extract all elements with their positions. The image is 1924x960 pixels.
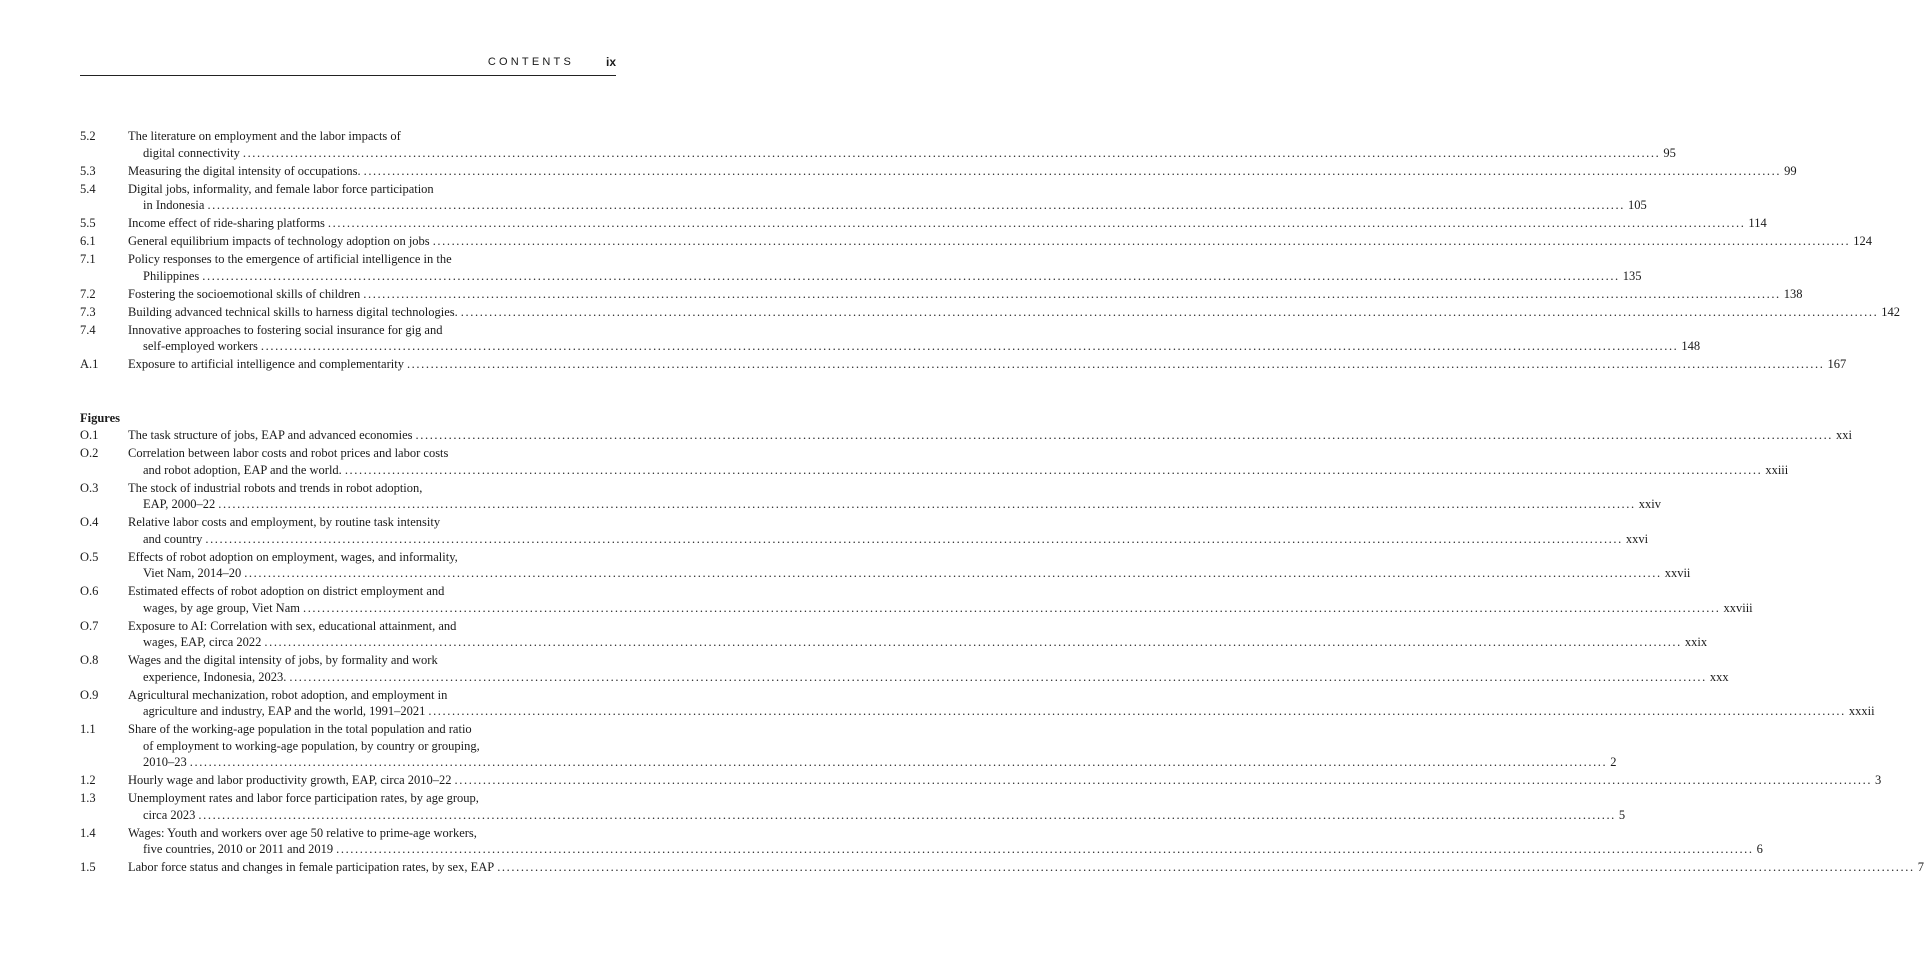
entry-title-line [128, 652, 560, 669]
entry-title-last-line [128, 145, 1676, 162]
entry-page-number: 114 [1748, 216, 1767, 230]
entry-title [128, 825, 1763, 858]
entry-title-text: self-employed workers [143, 339, 258, 353]
leader-dots: ............................................................................................................................................................................................................................................................................................................ [363, 286, 1781, 301]
entry-title-last-line [128, 427, 1853, 444]
entry-title-line [128, 514, 560, 531]
entry-title-text: Hourly wage and labor productivity growth, EAP, circa 2010–22 [128, 773, 452, 787]
leader-dots: ............................................................................................................................................................................................................................................................................................................ [336, 842, 1754, 856]
entry-title-line [128, 322, 560, 339]
leader-dots: ............................................................................................................................................................................................................................................................................................................ [344, 462, 1763, 477]
toc-entry[interactable] [80, 445, 1789, 478]
entry-page-number: 138 [1783, 286, 1803, 301]
entry-title-text: experience, Indonesia, 2023. [143, 669, 287, 684]
entry-title-last-line [128, 600, 1753, 617]
entry-title-last-line [128, 634, 1708, 651]
toc-entry[interactable] [80, 687, 1875, 720]
leader-dots: ............................................................................................................................................................................................................................................................................................................ [207, 198, 1625, 212]
leader-dots: ............................................................................................................................................................................................................................................................................................................ [264, 635, 1682, 649]
entry-title-text: and robot adoption, EAP and the world. [143, 462, 342, 477]
entry-title-text: Relative labor costs and employment, by routine task intensity [128, 515, 441, 529]
entry-title-line [128, 128, 560, 145]
entry-number: O.4 [80, 515, 99, 529]
entry-title-last-line [128, 772, 1882, 789]
entry-title [128, 251, 1642, 284]
entry-number: 1.4 [80, 825, 96, 840]
entry-number: 7.4 [80, 322, 96, 337]
entry-title-last-line [128, 233, 1872, 250]
entry-title-last-line [128, 304, 1901, 321]
entry-title-text: EAP, 2000–22 [143, 497, 216, 511]
entry-title-text: General equilibrium impacts of technology adoption on jobs [128, 234, 430, 248]
entry-page-number: xxi [1836, 428, 1853, 442]
entry-number: 7.1 [80, 252, 96, 266]
entry-number: O.9 [80, 687, 99, 702]
page-number: ix [605, 55, 616, 69]
toc-entry[interactable] [80, 859, 1924, 876]
entry-page-number: xxx [1709, 669, 1729, 684]
entry-page-number: 124 [1853, 234, 1872, 248]
leader-dots: ............................................................................................................................................................................................................................................................................................................ [432, 234, 1851, 248]
entry-title-text: digital connectivity [143, 145, 240, 160]
entry-title-last-line [128, 163, 1797, 180]
entry-number: O.1 [80, 428, 99, 442]
toc-entry[interactable] [80, 215, 1767, 232]
entry-title-text: 2010–23 [143, 755, 187, 769]
entry-title-text: Unemployment rates and labor force participation rates, by age group, [128, 791, 479, 805]
toc-entry[interactable] [80, 825, 1763, 858]
entry-page-number: xxix [1684, 635, 1708, 649]
entry-title-text: Policy responses to the emergence of artificial intelligence in the [128, 252, 452, 266]
entry-number: 1.5 [80, 860, 96, 874]
entry-title-text: Philippines [143, 268, 200, 283]
tables-list [80, 128, 1901, 374]
leader-dots: ............................................................................................................................................................................................................................................................................................................ [454, 773, 1873, 787]
leader-dots: ............................................................................................................................................................................................................................................................................................................ [302, 600, 1721, 615]
leader-dots: ............................................................................................................................................................................................................................................................................................................ [497, 860, 1915, 874]
figures-heading: Figures [80, 411, 121, 425]
entry-title-text: Agricultural mechanization, robot adoption, and employment in [128, 687, 448, 702]
entry-title-line [128, 480, 560, 497]
toc-entry[interactable] [80, 233, 1872, 250]
entry-title-last-line [128, 754, 1617, 771]
toc-entry[interactable] [80, 181, 1647, 214]
leader-dots: ............................................................................................................................................................................................................................................................................................................ [218, 497, 1636, 511]
entry-title-line [128, 790, 560, 807]
entry-number: O.3 [80, 480, 99, 495]
entry-number: 7.2 [80, 286, 96, 301]
entry-number: O.2 [80, 446, 99, 460]
entry-title-text: Estimated effects of robot adoption on district employment and [128, 584, 445, 598]
entry-title [128, 480, 1661, 513]
entry-title [128, 445, 1789, 478]
entry-page-number: 95 [1663, 145, 1676, 160]
entry-number: O.6 [80, 584, 99, 598]
toc-entry[interactable] [80, 356, 1847, 373]
leader-dots: ............................................................................................................................................................................................................................................................................................................ [202, 268, 1620, 283]
entry-title-text: Measuring the digital intensity of occupations. [128, 163, 361, 178]
toc-entry[interactable] [80, 618, 1708, 651]
entry-page-number: 167 [1827, 357, 1847, 371]
entry-page-number: xxiv [1638, 497, 1661, 511]
leader-dots: ............................................................................................................................................................................................................................................................................................................ [205, 531, 1623, 546]
entry-title-last-line [128, 268, 1642, 285]
toc-entry[interactable] [80, 652, 1729, 685]
entry-title-last-line [128, 215, 1767, 232]
entry-number: 1.2 [80, 773, 96, 787]
entry-title-text: and country [143, 531, 203, 546]
toc-entry[interactable] [80, 549, 1691, 582]
running-header [80, 55, 616, 76]
entry-title-text: Exposure to artificial intelligence and complementarity [128, 357, 404, 371]
toc-entry[interactable] [80, 721, 1617, 771]
entry-title-text: in Indonesia [143, 198, 205, 212]
entry-title [128, 772, 1882, 789]
entry-title [128, 322, 1701, 355]
entry-title-text: five countries, 2010 or 2011 and 2019 [143, 842, 334, 856]
entry-number: 6.1 [80, 234, 96, 248]
entry-number: 7.3 [80, 304, 96, 319]
entry-number: O.5 [80, 549, 99, 564]
entry-title-text: Building advanced technical skills to harness digital technologies. [128, 304, 458, 319]
entry-title-last-line [128, 462, 1789, 479]
entry-title-line [128, 687, 560, 704]
entry-title [128, 286, 1803, 303]
entry-title-last-line [128, 286, 1803, 303]
leader-dots: ............................................................................................................................................................................................................................................................................................................ [289, 669, 1707, 684]
entry-title [128, 721, 1617, 771]
entry-title-text: Innovative approaches to fostering social insurance for gig and [128, 322, 443, 337]
entry-title-last-line [128, 841, 1763, 858]
entry-title-line [128, 825, 560, 842]
entry-number: 1.1 [80, 722, 96, 736]
entry-page-number: 148 [1681, 339, 1701, 353]
entry-title [128, 304, 1901, 321]
entry-title-line [128, 738, 560, 755]
entry-title-text: The task structure of jobs, EAP and advanced economies [128, 428, 413, 442]
entry-title-text: Wages and the digital intensity of jobs, by formality and work [128, 653, 438, 667]
entry-title [128, 618, 1708, 651]
leader-dots: ............................................................................................................................................................................................................................................................................................................ [189, 755, 1608, 769]
leader-dots: ............................................................................................................................................................................................................................................................................................................ [428, 704, 1846, 718]
toc-entry[interactable] [80, 772, 1882, 789]
leader-dots: ............................................................................................................................................................................................................................................................................................................ [415, 428, 1834, 442]
entry-title [128, 233, 1872, 250]
entry-title-last-line [128, 703, 1875, 720]
entry-title [128, 687, 1875, 720]
entry-page-number: xxiii [1765, 462, 1789, 477]
toc-entry[interactable] [80, 304, 1901, 321]
entry-page-number: xxvii [1664, 566, 1691, 580]
entry-title-text: wages, EAP, circa 2022 [143, 635, 262, 649]
leader-dots: ............................................................................................................................................................................................................................................................................................................ [198, 807, 1616, 822]
entry-page-number: 135 [1622, 268, 1642, 283]
leader-dots: ............................................................................................................................................................................................................................................................................................................ [242, 145, 1661, 160]
entry-title-text: Exposure to AI: Correlation with sex, educational attainment, and [128, 618, 457, 633]
leader-dots: ............................................................................................................................................................................................................................................................................................................ [244, 566, 1662, 580]
entry-page-number: 99 [1784, 163, 1797, 178]
entry-title-text: Wages: Youth and workers over age 50 relative to prime-age workers, [128, 825, 477, 840]
entry-title-line [128, 549, 560, 566]
entry-title-line [128, 721, 560, 738]
entry-title-text: Digital jobs, informality, and female labor force participation [128, 181, 434, 196]
entry-title [128, 427, 1853, 444]
figures-list [80, 410, 1924, 877]
entry-title-text: Correlation between labor costs and robot prices and labor costs [128, 446, 449, 460]
entry-page-number: 142 [1881, 304, 1901, 319]
entry-title [128, 163, 1797, 180]
entry-title-line [128, 618, 560, 635]
entry-page-number: 7 [1917, 860, 1924, 874]
toc-entry[interactable] [80, 163, 1797, 180]
entry-title-line [128, 583, 560, 600]
entry-title-text: Fostering the socioemotional skills of children [128, 286, 361, 301]
toc-entry[interactable] [80, 251, 1642, 284]
entry-number: 5.4 [80, 181, 96, 196]
toc-entry[interactable] [80, 128, 1676, 161]
entry-title [128, 356, 1847, 373]
toc-entry[interactable] [80, 514, 1649, 547]
entry-title-text: wages, by age group, Viet Nam [143, 600, 300, 615]
entry-title [128, 514, 1649, 547]
entry-title-text: agriculture and industry, EAP and the world, 1991–2021 [143, 704, 426, 718]
leader-dots: ............................................................................................................................................................................................................................................................................................................ [406, 357, 1825, 371]
leader-dots: ............................................................................................................................................................................................................................................................................................................ [327, 216, 1746, 230]
entry-number: 5.5 [80, 216, 96, 230]
entry-title-text: of employment to working-age population, by country or grouping, [143, 738, 480, 753]
entry-page-number: xxvi [1625, 531, 1649, 546]
entry-page-number: 2 [1610, 755, 1617, 769]
entry-title-last-line [128, 565, 1691, 582]
entry-title-last-line [128, 807, 1626, 824]
entry-number: O.7 [80, 618, 99, 633]
toc-entry[interactable] [80, 480, 1661, 513]
entry-title [128, 652, 1729, 685]
entry-title [128, 215, 1767, 232]
toc-entry[interactable] [80, 427, 1853, 444]
entry-title-text: Income effect of ride-sharing platforms [128, 216, 325, 230]
toc-entry[interactable] [80, 286, 1803, 303]
entry-page-number: xxxii [1848, 704, 1875, 718]
toc-entry[interactable] [80, 790, 1626, 823]
toc-entry[interactable] [80, 322, 1701, 355]
leader-dots: ............................................................................................................................................................................................................................................................................................................ [260, 339, 1679, 353]
leader-dots: ............................................................................................................................................................................................................................................................................................................ [460, 304, 1879, 319]
entry-title-text: The stock of industrial robots and trends in robot adoption, [128, 480, 423, 495]
entry-title-last-line [128, 496, 1661, 513]
entry-title-line [128, 445, 560, 462]
entry-page-number: 6 [1756, 842, 1763, 856]
entry-number: A.1 [80, 357, 99, 371]
entry-page-number: 105 [1627, 198, 1647, 212]
toc-entry[interactable] [80, 583, 1753, 616]
entry-title [128, 181, 1647, 214]
running-header-label: CONTENTS [487, 56, 574, 68]
entry-title-text: Viet Nam, 2014–20 [143, 566, 242, 580]
entry-page-number: xxviii [1723, 600, 1753, 615]
entry-title-text: circa 2023 [143, 807, 196, 822]
entry-title [128, 128, 1676, 161]
entry-title-last-line [128, 531, 1649, 548]
entry-title-last-line [128, 338, 1701, 355]
entry-page-number: 5 [1618, 807, 1626, 822]
entry-title-text: Labor force status and changes in female participation rates, by sex, EAP [128, 860, 495, 874]
entry-title [128, 549, 1691, 582]
entry-number: 5.2 [80, 129, 96, 143]
entry-title-text: Share of the working-age population in the total population and ratio [128, 722, 472, 736]
entry-title-line [128, 251, 560, 268]
entry-title-last-line [128, 356, 1847, 373]
entry-number: 5.3 [80, 163, 96, 178]
entry-title-line [128, 181, 560, 198]
entry-title-text: The literature on employment and the labor impacts of [128, 129, 401, 143]
entry-title [128, 583, 1753, 616]
leader-dots: ............................................................................................................................................................................................................................................................................................................ [363, 163, 1782, 178]
entry-number: 1.3 [80, 791, 96, 805]
entry-title-last-line [128, 859, 1924, 876]
entry-title [128, 790, 1626, 823]
entry-title-last-line [128, 669, 1729, 686]
entry-title-text: Effects of robot adoption on employment, wages, and informality, [128, 549, 458, 564]
entry-number: O.8 [80, 653, 99, 667]
entry-page-number: 3 [1875, 773, 1882, 787]
entry-title-last-line [128, 197, 1647, 214]
entry-title [128, 859, 1924, 876]
